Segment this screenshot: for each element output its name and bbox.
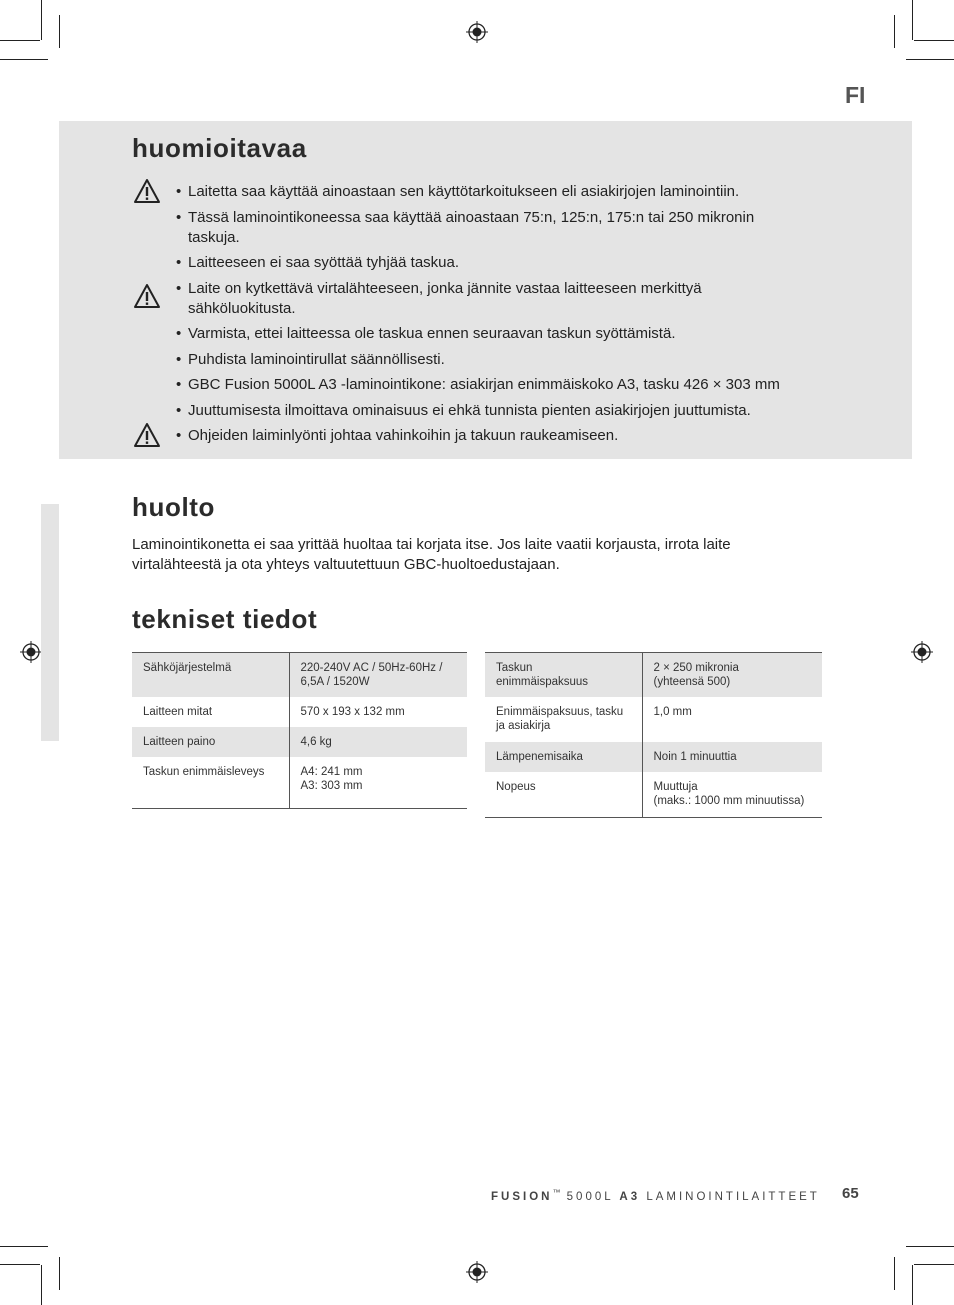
notice-item: • Laitteeseen ei saa syöttää tyhjää taskua. — [176, 254, 460, 271]
spec-key: Taskun enimmäispaksuus — [485, 653, 642, 698]
footer-product-line — [491, 1188, 820, 1203]
registration-mark-icon — [466, 1261, 488, 1283]
table-row — [132, 727, 467, 757]
language-tab: FI — [845, 82, 866, 108]
spec-value: 570 x 193 x 132 mm — [300, 706, 405, 718]
crop-mark — [894, 15, 895, 48]
notice-item: • Tässä laminointikoneessa saa käyttää ainoastaan 75:n, 125:n, 175:n tai 250 mikronin taskuja. — [176, 209, 755, 246]
spec-table-left — [132, 652, 467, 809]
footer-size: A3 — [619, 1190, 641, 1203]
spec-key: Taskun enimmäisleveys — [132, 757, 289, 809]
crop-mark — [906, 1246, 954, 1247]
crop-mark — [912, 1265, 913, 1305]
spec-value: 1,0 mm — [653, 706, 692, 718]
spec-key: Lämpenemisaika — [485, 742, 642, 772]
notice-item: • Laite on kytkettävä virtalähteeseen, jonka jännite vastaa laitteeseen merkittyä sähköluokitusta. — [176, 280, 702, 317]
spec-key: Laitteen mitat — [132, 697, 289, 727]
spec-value: 4,6 kg — [289, 727, 467, 757]
registration-mark-icon — [20, 641, 42, 663]
footer-brand: FUSION — [491, 1190, 553, 1203]
crop-mark — [41, 1265, 42, 1305]
spec-table-right — [485, 652, 822, 818]
crop-mark — [0, 1264, 40, 1265]
crop-mark — [59, 15, 60, 48]
notice-item: • Juuttumisesta ilmoittava ominaisuus ei ehkä tunnista pienten asiakirjojen juuttumista. — [176, 402, 751, 419]
crop-mark — [912, 0, 913, 40]
table-row — [132, 697, 467, 727]
crop-mark — [894, 1257, 895, 1290]
table-row — [485, 772, 822, 818]
warning-icon — [133, 422, 161, 448]
crop-mark — [59, 1257, 60, 1290]
notice-item: • Laitetta saa käyttää ainoastaan sen käyttötarkoitukseen eli asiakirjojen laminointiin. — [176, 183, 740, 200]
spec-value: 220-240V AC / 50Hz-60Hz / 6,5A / 1520W — [289, 653, 467, 698]
spec-value: A4: 241 mm A3: 303 mm — [289, 757, 467, 809]
notice-item: • Puhdista laminointirullat säännöllisesti. — [176, 351, 445, 368]
crop-mark — [41, 0, 42, 40]
table-row — [485, 697, 822, 742]
notice-item: • GBC Fusion 5000L A3 -laminointikone: asiakirjan enimmäiskoko A3, tasku 426 × 303 mm — [176, 376, 780, 393]
service-heading: huolto — [132, 492, 216, 522]
spec-value: Noin 1 minuuttia — [642, 742, 822, 772]
warning-icon — [133, 283, 161, 309]
specs-heading: tekniset tiedot — [132, 604, 318, 634]
notice-item: • Varmista, ettei laitteessa ole taskua ennen seuraavan taskun syöttämistä. — [176, 325, 676, 342]
page-number: 65 — [842, 1185, 859, 1202]
notice-heading: huomioitavaa — [132, 133, 307, 163]
side-tab-strip — [41, 504, 59, 741]
spec-key: Enimmäispaksuus, tasku ja asiakirja — [485, 697, 642, 742]
warning-icon — [133, 178, 161, 204]
registration-mark-icon — [466, 21, 488, 43]
spec-key: Sähköjärjestelmä — [132, 653, 289, 698]
footer-product: LAMINOINTILAITTEET — [646, 1190, 820, 1203]
footer-model: 5000L — [566, 1190, 614, 1203]
crop-mark — [906, 59, 954, 60]
crop-mark — [0, 59, 48, 60]
registration-mark-icon — [911, 641, 933, 663]
footer-tm: ™ — [552, 1188, 561, 1197]
table-row — [485, 742, 822, 772]
crop-mark — [914, 1264, 954, 1265]
spec-key: Nopeus — [485, 772, 642, 818]
spec-value: Muuttuja (maks.: 1000 mm minuutissa) — [642, 772, 822, 818]
spec-value: 2 × 250 mikronia (yhteensä 500) — [642, 653, 822, 698]
crop-mark — [0, 40, 40, 41]
table-row — [132, 653, 467, 698]
crop-mark — [0, 1246, 48, 1247]
spec-key: Laitteen paino — [132, 727, 289, 757]
service-paragraph: Laminointikonetta ei saa yrittää huoltaa tai korjata itse. Jos laite vaatii korjausta, irrota laite virtalähteestä ja ota yhteys valtuutettuun GBC-huoltoedustajaan. — [132, 536, 731, 573]
table-row — [485, 653, 822, 698]
table-row — [132, 757, 467, 809]
crop-mark — [914, 40, 954, 41]
notice-item: • Ohjeiden laiminlyönti johtaa vahinkoihin ja takuun raukeamiseen. — [176, 427, 619, 444]
